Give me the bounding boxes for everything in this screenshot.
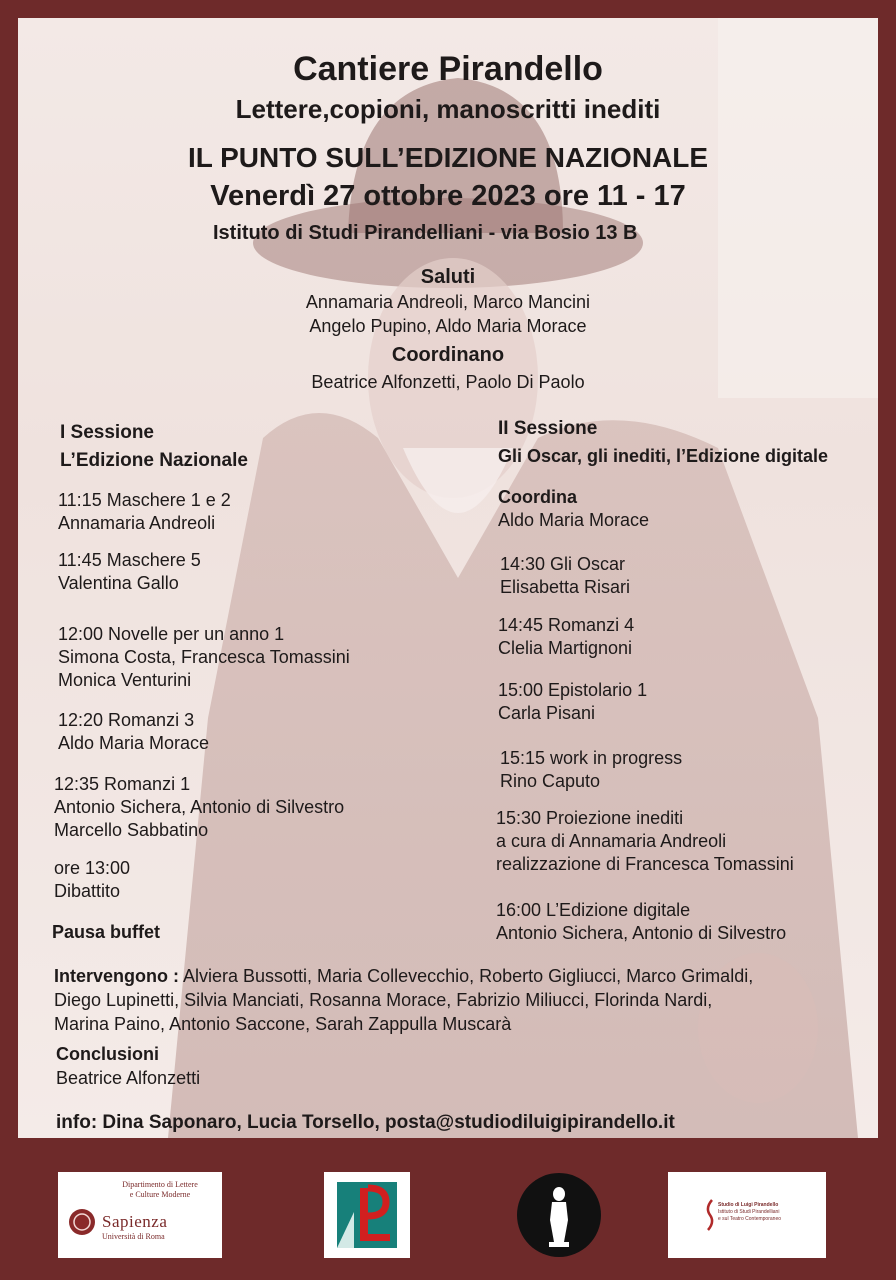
intervengono-names-1: Alviera Bussotti, Maria Collevecchio, Roberto Gigliucci, Marco Grimaldi, — [179, 966, 754, 986]
s2-item-3-line1: 15:00 Epistolario 1 — [498, 680, 648, 700]
coordinano-label: Coordinano — [391, 344, 505, 366]
event-title: Cantiere Pirandello — [293, 50, 603, 88]
s1-item-3-line3: Monica Venturini — [58, 670, 192, 690]
coordina-label: Coordina — [498, 487, 577, 507]
session1-title: I Sessione — [60, 422, 154, 443]
sapienza-name: Sapienza — [102, 1212, 168, 1231]
s2-item-4-line2: Rino Caputo — [500, 771, 601, 791]
poster — [18, 18, 878, 1138]
s2-item-6-line1: 16:00 L’Edizione digitale — [496, 900, 691, 920]
s2-item-1-line1: 14:30 Gli Oscar — [500, 554, 626, 574]
s1-item-5-line2: Antonio Sichera, Antonio di Silvestro — [54, 797, 345, 817]
s1-item-6-line1: ore 13:00 — [54, 858, 131, 878]
s1-item-3-line1: 12:00 Novelle per un anno 1 — [58, 624, 285, 644]
theatre-logo — [516, 1172, 602, 1258]
saluti-label: Saluti — [420, 266, 476, 288]
s2-item-4-line1: 15:15 work in progress — [500, 748, 683, 768]
s2-item-6-line2: Antonio Sichera, Antonio di Silvestro — [496, 923, 787, 943]
intervengono-label: Intervengono : — [54, 966, 179, 986]
s1-item-5-line1: 12:35 Romanzi 1 — [54, 774, 191, 794]
s2-item-5-line1: 15:30 Proiezione inediti — [496, 808, 684, 828]
pl-logo-icon — [324, 1172, 410, 1258]
s1-item-1-line2: Annamaria Andreoli — [58, 513, 216, 533]
pausa-buffet: Pausa buffet — [52, 922, 161, 942]
sapienza-sub: Università di Roma — [102, 1232, 165, 1241]
event-venue: Istituto di Studi Pirandelliani - via Bosio 13 B — [213, 222, 638, 244]
s1-item-2-line1: 11:45 Maschere 5 — [58, 550, 201, 570]
session2-subtitle: Gli Oscar, gli inediti, l’Edizione digitale — [498, 446, 829, 466]
s2-item-5-line3: realizzazione di Francesca Tomassini — [496, 854, 794, 874]
event-subtitle: Lettere,copioni, manoscritti inediti — [235, 94, 661, 124]
sapienza-dept-line-1: Dipartimento di Lettere — [122, 1180, 198, 1189]
s2-item-2-line2: Clelia Martignoni — [498, 638, 633, 658]
session1-subtitle: L’Edizione Nazionale — [60, 450, 248, 471]
s1-item-6-line2: Dibattito — [54, 881, 121, 901]
logos-band — [0, 1150, 896, 1270]
s1-item-1-line1: 11:15 Maschere 1 e 2 — [58, 490, 231, 510]
s1-item-4-line2: Aldo Maria Morace — [58, 733, 210, 753]
s1-item-4-line1: 12:20 Romanzi 3 — [58, 710, 195, 730]
sapienza-seal-icon — [68, 1208, 96, 1236]
conclusioni-label: Conclusioni — [56, 1044, 159, 1064]
s2-item-5-line2: a cura di Annamaria Andreoli — [496, 831, 727, 851]
pl-logo — [324, 1172, 410, 1258]
studio-line-2: Istituto di Studi Pirandelliani — [718, 1209, 780, 1215]
sapienza-dept-line-2: e Culture Moderne — [129, 1190, 191, 1199]
intervengono-line-1 — [54, 966, 753, 987]
s2-item-1-line2: Elisabetta Risari — [500, 577, 631, 597]
intervengono-line-3: Marina Paino, Antonio Saccone, Sarah Zappulla Muscarà — [54, 1014, 512, 1034]
mask-statue-icon — [516, 1172, 602, 1258]
s2-item-3-line2: Carla Pisani — [498, 703, 596, 723]
event-date: Venerdì 27 ottobre 2023 ore 11 - 17 — [210, 180, 686, 212]
conclusioni-name: Beatrice Alfonzetti — [56, 1068, 201, 1088]
saluti-line-2: Angelo Pupino, Aldo Maria Morace — [309, 316, 587, 336]
s1-item-3-line2: Simona Costa, Francesca Tomassini — [58, 647, 350, 667]
studio-emblem-icon — [704, 1198, 716, 1232]
intervengono-line-2: Diego Lupinetti, Silvia Manciati, Rosanna Morace, Fabrizio Miliucci, Florinda Nardi, — [54, 990, 713, 1010]
event-headline: IL PUNTO SULL’EDIZIONE NAZIONALE — [187, 142, 709, 173]
s2-item-2-line1: 14:45 Romanzi 4 — [498, 615, 635, 635]
studio-line-3: e sul Teatro Contemporaneo — [718, 1216, 782, 1222]
session2-title: II Sessione — [498, 418, 598, 439]
coordina-name: Aldo Maria Morace — [498, 510, 650, 530]
s1-item-2-line2: Valentina Gallo — [58, 573, 179, 593]
studio-line-1: Studio di Luigi Pirandello — [718, 1202, 779, 1208]
saluti-line-1: Annamaria Andreoli, Marco Mancini — [305, 292, 591, 312]
info-contact: info: Dina Saponaro, Lucia Torsello, posta@studiodiluigipirandello.it — [56, 1112, 675, 1133]
s1-item-5-line3: Marcello Sabbatino — [54, 820, 209, 840]
coordinano-line: Beatrice Alfonzetti, Paolo Di Paolo — [311, 372, 585, 392]
sapienza-logo — [58, 1172, 222, 1258]
studio-pirandello-logo — [668, 1172, 826, 1258]
